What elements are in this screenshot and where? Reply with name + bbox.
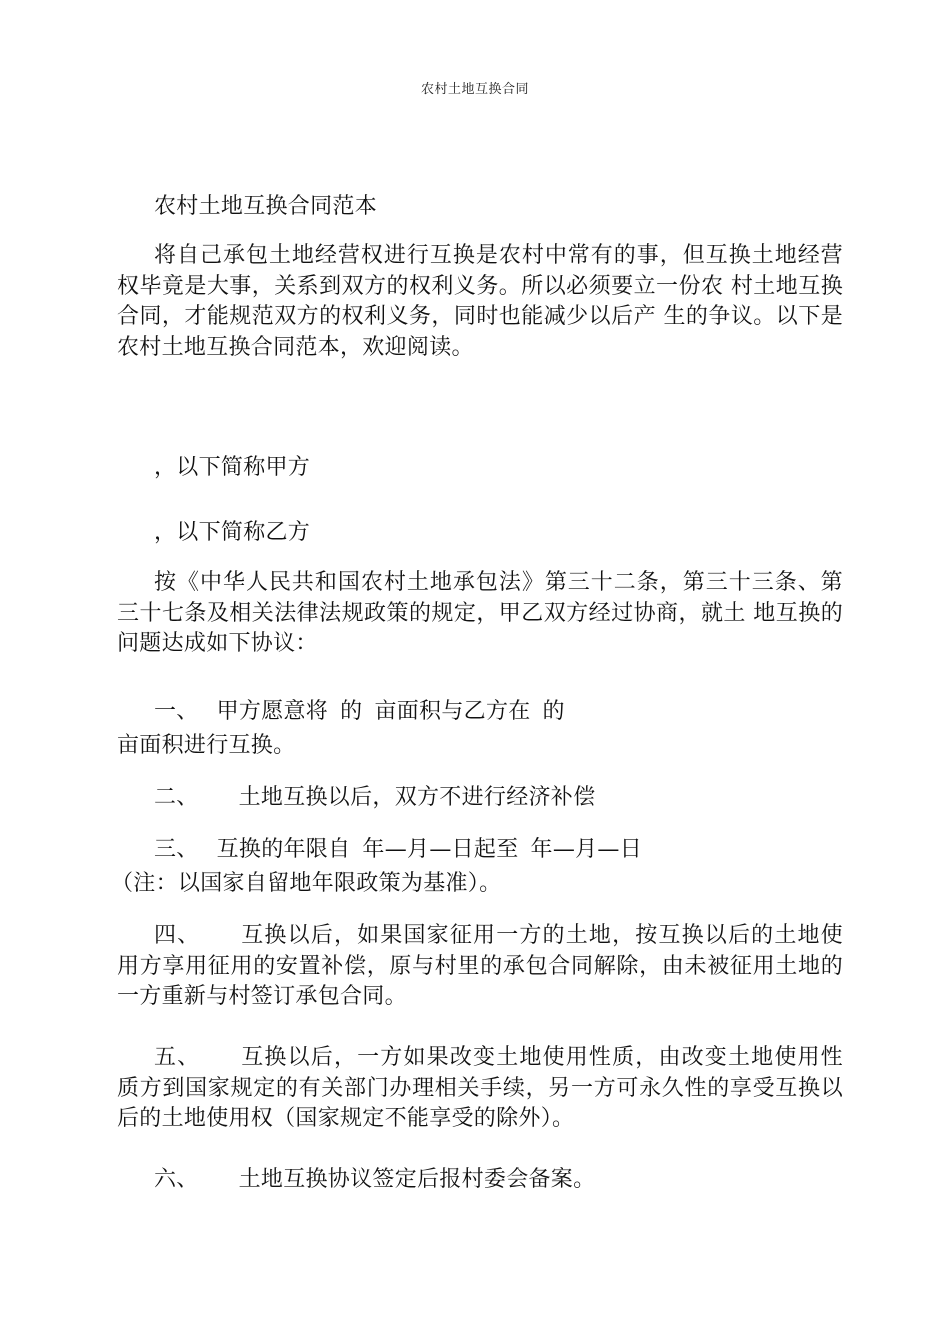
clause-4-text: 互换以后，如果国家征用一方的土地，按互换以后的土地使 用方享用征用的安置补偿，原与村里的承包合同解除，由未被征用土地的一方重新与村签订承包合同。: [117, 923, 843, 1009]
clause-1-line-2: 亩面积进行互换。: [117, 733, 296, 758]
clause-3-line-1: [117, 835, 880, 866]
clause-3-text-c: 年—月—日: [530, 837, 643, 862]
clause-2: [117, 783, 880, 814]
clause-1-line-1: [117, 697, 880, 728]
party-b-line: ，以下简称乙方: [154, 520, 311, 545]
document-title: 农村土地互换合同范本: [154, 194, 378, 219]
clause-6: [117, 1165, 880, 1196]
clause-6-text: 土地互换协议签定后报村委会备案。: [238, 1167, 596, 1192]
clause-3-number: 三、: [154, 837, 199, 862]
clause-2-text: 土地互换以后，双方不进行经济补偿: [238, 785, 596, 810]
clause-3-text-a: 互换的年限自: [216, 837, 351, 862]
clause-1-text-a: 甲方愿意将: [216, 699, 329, 724]
running-header: 农村土地互换合同: [420, 82, 529, 97]
clause-1-number: 一、: [154, 699, 199, 724]
clause-3-text-b: 年—月—日起至: [362, 837, 519, 862]
clause-1-text-d: 的: [542, 699, 565, 724]
intro-paragraph: 将自己承包土地经营权进行互换是农村中常有的事，但互换土地经营权毕竟是大事，关系到双方的权利义务。所以必须要立一份农 村土地互换合同，才能规范双方的权利义务，同时也能减少以后产 生的争议。以下是农村土地互换合同范本，欢迎阅读。: [117, 243, 843, 360]
clause-5: [117, 1043, 843, 1135]
clause-5-text: 互换以后，一方如果改变土地使用性质，由改变土地使用性 质方到国家规定的有关部门办理相关手续，另一方可永久性的享受互换以后的土地使用权（国家规定不能享受的除外）。: [117, 1045, 843, 1131]
clause-3-line-2: （注：以国家自留地年限政策为基准）。: [111, 871, 502, 896]
party-a-line: ，以下简称甲方: [154, 455, 311, 480]
clause-1-text-c: 亩面积与乙方在: [374, 699, 531, 724]
clause-4: [117, 921, 843, 1013]
clause-2-number: 二、: [154, 785, 199, 810]
clause-1-text-b: 的: [340, 699, 363, 724]
clause-6-number: 六、: [154, 1167, 199, 1192]
clause-4-number: 四、: [154, 923, 201, 948]
preamble-paragraph: 按《中华人民共和国农村土地承包法》第三十二条，第三十三条、第三十七条及相关法律法规政策的规定，甲乙双方经过协商，就土 地互换的问题达成如下协议：: [117, 570, 843, 656]
clause-5-number: 五、: [154, 1045, 201, 1070]
